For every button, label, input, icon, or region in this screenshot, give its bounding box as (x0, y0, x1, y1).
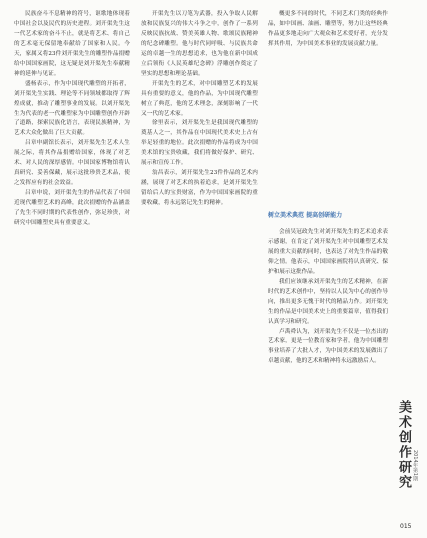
paragraph: 吕章申说，刘开渠先生的作品代表了中国近现代雕塑艺术的高峰，此次捐赠的作品涵盖了先生不同时期的代表性创作，弥足珍贵，对研究中国雕塑史具有重要意义。 (14, 190, 130, 227)
paragraph: 民族奋斗不息精神的符号，讴歌地体现着中国社会以及民代的历史进程。刘开渠先生这一代艺术家的奋斗不止，就是将艺术、将自己的艺术毫无保留地奉献给了国家和人民。今天，家属又将23件刘开渠先生的雕塑作品捐赠给中国国家画院，这无疑是刘开渠先生奉献精神的延伸与见证。 (14, 11, 130, 77)
paragraph: 吕章申副馆长表示，刘开渠先生艺术人生展之际，将其作品捐赠给国家，体现了对艺术、对人民的深厚感情。中国国家博物馆将认真研究、妥善保藏，展示这批珍贵艺术品，使之发挥应有的社会效益。 (14, 140, 130, 187)
paragraph: 概更多不同的时代，不同艺术门类的经典作品，如中国画、油画、雕塑等，努力让这些经典作品更多地走向广大观众和艺术爱好者，充分发挥其作用，为中国美术事业的发展贡献力量。 (268, 11, 388, 47)
paragraph: 徐里表示，刘开渠先生是我国现代雕塑的奠基人之一，其作品在中国现代美术史上占有举足轻重的地位。此次捐赠的作品将成为中国美术馆的宝贵收藏，我们将做好保护、研究、展示和宣传工作。 (141, 120, 258, 167)
paragraph: 开渠先生的艺术，对中国雕塑艺术的发展具有重要的意义，他的作品，为中国现代雕塑树立了典范，他的艺术理念，深刻影响了一代又一代的艺术家。 (141, 80, 258, 117)
paragraph: 开渠先生以刀笔为武器，投入争取人民解放和民族复兴的伟大斗争之中，创作了一系列反映民族抗战、赞美英雄人物、歌颂民族精神的纪念碑雕塑。他与时代同呼吸、与民族共命运的卓越一生的思想追求，也为他在新中国成立后领衔《人民英雄纪念碑》浮雕创作奠定了坚实的思想和理论基础。 (141, 11, 258, 77)
magazine-title: 美术创作研究 (396, 400, 411, 490)
section-heading: 树立美术典范 提高创研能力 (268, 212, 343, 219)
paragraph: 盛杨表示，作为中国现代雕塑的开拓者，刘开渠先生实践、理论等不同领域都取得了辉煌成就，推动了雕塑事业的发展。以刘开渠先生为代表的老一代雕塑家为中国雕塑创作开辟了道路，探索民族化语言，表现民族精神，为艺术大众化做出了巨大贡献。 (14, 80, 130, 137)
article-column-2 (141, 10, 258, 209)
page-number: 015 (400, 523, 412, 530)
issue-info: 2014年第1期 (412, 450, 418, 481)
paragraph: 我们应该继承刘开渠先生的艺术精神，在新时代的艺术创作中，坚持以人民为中心的创作导向，推出更多无愧于时代的精品力作。刘开渠先生的作品是中国美术史上的重要篇章，值得我们认真学习和研究。 (268, 278, 388, 325)
paragraph: 翁昌表示，刘开渠先生23件作品的艺术内涵，展现了对艺术的执着追求，是刘开渠先生留给后人的宝贵财富，作为中国国家画院的重要收藏，将永远铭记先生的精神。 (141, 170, 258, 207)
article-column-1 (14, 10, 130, 229)
article-column-3 (268, 10, 388, 50)
article-column-3-continued (268, 228, 388, 367)
paragraph: 卢禹舜认为，刘开渠先生不仅是一位杰出的艺术家，更是一位教育家和学者，他为中国雕塑事业培养了大批人才，为中国美术的发展做出了卓越贡献，他的艺术和精神将永远激励后人。 (268, 328, 388, 365)
paragraph: 会前吴冠政先生对刘开渠先生的艺术追求表示感谢，在肯定了刘开渠先生对中国雕塑艺术发展的重大贡献的同时，也表达了对先生作品的敬仰之情。他表示，中国国家画院将认真研究、保护和展示这批作品。 (268, 229, 388, 275)
